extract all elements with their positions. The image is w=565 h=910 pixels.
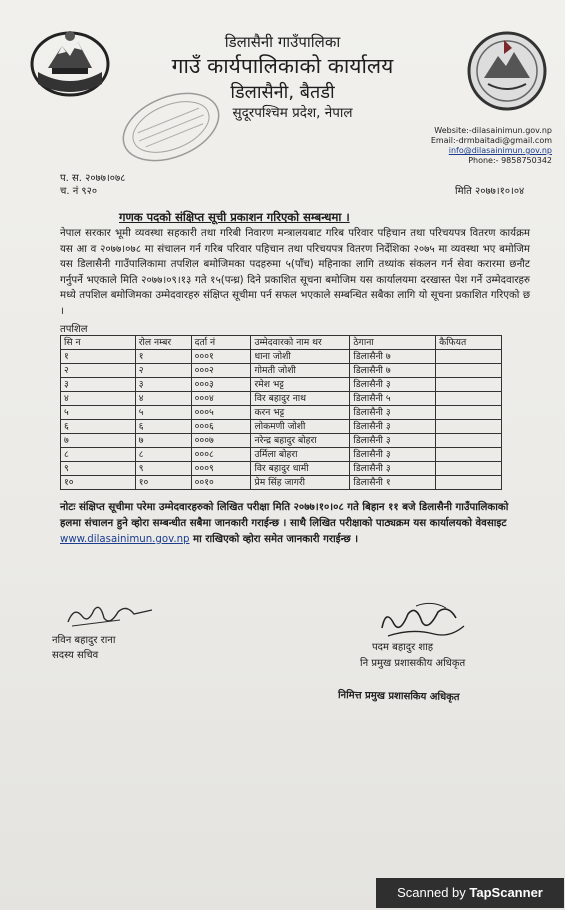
- table-cell: [436, 350, 502, 364]
- table-cell: ७: [135, 434, 191, 448]
- table-body: [61, 350, 502, 490]
- table-cell: उर्मिला बोहरा: [251, 448, 350, 462]
- table-label: तपशिल: [60, 324, 88, 335]
- email-link[interactable]: info@dilasainimun.gov.np: [448, 146, 552, 155]
- table-cell: डिलासैनी ३: [350, 448, 436, 462]
- right-signatory-title: नि प्रमुख प्रशासकीय अधिकृत: [360, 658, 466, 669]
- table-cell: नरेन्द्र बहादुर बोहरा: [251, 434, 350, 448]
- table-cell: ०००२: [191, 364, 251, 378]
- table-cell: ४: [135, 392, 191, 406]
- province-name: सुदूरपश्चिम प्रदेश, नेपाल: [232, 105, 353, 121]
- column-header: सि न: [61, 336, 136, 350]
- table-row: [61, 434, 502, 448]
- table-cell: विर बहादुर धामी: [251, 462, 350, 476]
- table-cell: ०००३: [191, 378, 251, 392]
- table-cell: ३: [135, 378, 191, 392]
- table-cell: डिलासैनी ७: [350, 350, 436, 364]
- table-cell: ०००५: [191, 406, 251, 420]
- website-link[interactable]: www.dilasainimun.gov.np: [60, 534, 190, 545]
- table-header-row: [61, 336, 502, 350]
- table-cell: ९: [135, 462, 191, 476]
- table-cell: ५: [61, 406, 136, 420]
- table-row: [61, 476, 502, 490]
- designation-stamp: निमित्त प्रमुख प्रशासकिय अधिकृत: [337, 689, 460, 704]
- column-header: ठेगाना: [350, 336, 436, 350]
- table-cell: रमेश भट्ट: [251, 378, 350, 392]
- table-cell: ०००४: [191, 392, 251, 406]
- table-cell: ३: [61, 378, 136, 392]
- watermark-brand: TapScanner: [469, 885, 543, 900]
- website-text: Website:-dilasainimun.gov.np: [434, 126, 552, 135]
- table-cell: ०००६: [191, 420, 251, 434]
- table-row: [61, 420, 502, 434]
- table-cell: ९: [61, 462, 136, 476]
- table-cell: डिलासैनी ३: [350, 434, 436, 448]
- table-row: [61, 392, 502, 406]
- office-stamp: [116, 88, 226, 166]
- table-cell: लोकमणी जोशी: [251, 420, 350, 434]
- table-cell: ८: [135, 448, 191, 462]
- table-cell: डिलासैनी ५: [350, 392, 436, 406]
- note-paragraph: [60, 500, 515, 548]
- table-cell: ७: [61, 434, 136, 448]
- table-cell: [436, 420, 502, 434]
- patra-sankhya: प. स. २०७७।०७८: [60, 173, 126, 184]
- table-cell: ८: [61, 448, 136, 462]
- table-cell: डिलासैनी ३: [350, 420, 436, 434]
- office-location: डिलासैनी, बैतडी: [230, 82, 335, 103]
- note-text: नोटः संक्षिप्त सूचीमा परेमा उम्मेदवारहरुको लिखित परीक्षा मिति २०७७।१०।०८ गते बिहान ११ बजे डिलासैनी गाउँपालिकाको हलमा संचालन हुने व्होरा सम्बन्धीत सबैमा जानकारी गराईन्छ । साथै लिखित परीक्षाको पाठ्यक्रम यस कार्यालयको वेवसाइट: [60, 502, 509, 529]
- table-cell: १: [135, 350, 191, 364]
- column-header: दर्ता नं: [191, 336, 251, 350]
- municipality-logo: [466, 30, 548, 112]
- table-cell: विर बहादुर नाथ: [251, 392, 350, 406]
- table-cell: डिलासैनी १: [350, 476, 436, 490]
- letter-subject: गणक पदको संक्षिप्त सूची प्रकाशन गरिएको सम्बन्धमा ।: [119, 210, 350, 224]
- phone-text: Phone:- 9858750342: [468, 156, 552, 165]
- table-cell: १०: [135, 476, 191, 490]
- table-cell: [436, 392, 502, 406]
- table-cell: करन भट्ट: [251, 406, 350, 420]
- column-header: उम्मेदवारको नाम थर: [251, 336, 350, 350]
- table-row: [61, 378, 502, 392]
- letter-date: मिति २०७७।१०।०४: [455, 186, 525, 197]
- table-cell: १: [61, 350, 136, 364]
- note-text-end: मा राखिएको व्होरा समेत जानकारी गराईन्छ ।: [189, 534, 359, 545]
- contact-block: [402, 126, 552, 166]
- watermark-prefix: Scanned by: [397, 885, 470, 900]
- table-cell: [436, 462, 502, 476]
- letter-body: नेपाल सरकार भूमी व्यवस्था सहकारी तथा गरिबी निवारण मन्त्रालयबाट गरिब परिवार पहिचान तथा परिचयपत्र वितरण कार्यक्रम यस आ व २०७७।०७८ मा संचालन गर्न गरिब परिवार पहिचान तथा परिचयपत्र वितरण निर्देशिका २०७५ मा व्यवस्था भए बमोजिम यस डिलासैनी गाउँपालिकामा तपशिल बमोजिमका पदहरुमा ५(पाँच) महिनाका लागि तथ्यांक संकलन गर्न सेवा करारमा छनौट गर्नुपर्ने भएकाले मिति २०७७।०९।१३ गते १५(पन्ध्र) दिने प्रकाशित सूचना बमोजिम यस कार्यालयमा दरखास्त पेश गर्ने उम्मेदवारहरु मध्ये तपशिल बमोजिमका उम्मेदवारहरु संक्षिप्त सूचीमा पर्न सफल भएकाले सम्बन्धित सबैका लागि यो सूचना प्रकाशित गरिएको छ ।: [60, 228, 530, 317]
- left-signature: [60, 600, 170, 630]
- office-name: गाउँ कार्यपालिकाको कार्यालय: [171, 54, 394, 78]
- table-cell: ०००९: [191, 462, 251, 476]
- column-header: रोल नम्बर: [135, 336, 191, 350]
- table-cell: [436, 378, 502, 392]
- table-cell: ०००७: [191, 434, 251, 448]
- right-signatory-name: पदम बहादुर शाह: [372, 642, 434, 653]
- left-signatory-name: नविन बहादुर राना: [52, 635, 116, 646]
- chalani-number: च. नं ९२०: [60, 186, 98, 197]
- table-cell: ६: [61, 420, 136, 434]
- column-header: कैफियत: [436, 336, 502, 350]
- table-cell: [436, 434, 502, 448]
- table-row: [61, 364, 502, 378]
- table-cell: [436, 406, 502, 420]
- table-cell: २: [135, 364, 191, 378]
- right-signature: [372, 598, 472, 646]
- email-text: Email:-drmbaitadi@gmail.com: [430, 136, 552, 145]
- table-cell: [436, 448, 502, 462]
- scanner-watermark: [376, 878, 564, 908]
- table-row: [61, 406, 502, 420]
- left-signatory-title: सदस्य सचिव: [52, 650, 99, 661]
- table-cell: ०००१: [191, 350, 251, 364]
- table-cell: डिलासैनी ७: [350, 364, 436, 378]
- table-cell: ४: [61, 392, 136, 406]
- table-cell: प्रेम सिंह जागरी: [251, 476, 350, 490]
- table-cell: डिलासैनी ३: [350, 462, 436, 476]
- table-cell: ५: [135, 406, 191, 420]
- municipality-name: डिलासैनी गाउँपालिका: [224, 33, 341, 51]
- table-cell: [436, 476, 502, 490]
- table-cell: २: [61, 364, 136, 378]
- candidate-table: [60, 335, 502, 490]
- table-cell: गोमती जोशी: [251, 364, 350, 378]
- table-cell: धाना जोशी: [251, 350, 350, 364]
- table-cell: डिलासैनी ३: [350, 406, 436, 420]
- left-signatory: [52, 633, 115, 663]
- table-cell: ००१०: [191, 476, 251, 490]
- table-cell: १०: [61, 476, 136, 490]
- table-cell: [436, 364, 502, 378]
- table-cell: ६: [135, 420, 191, 434]
- table-cell: डिलासैनी ३: [350, 378, 436, 392]
- table-row: [61, 350, 502, 364]
- table-cell: ०००८: [191, 448, 251, 462]
- table-row: [61, 462, 502, 476]
- table-row: [61, 448, 502, 462]
